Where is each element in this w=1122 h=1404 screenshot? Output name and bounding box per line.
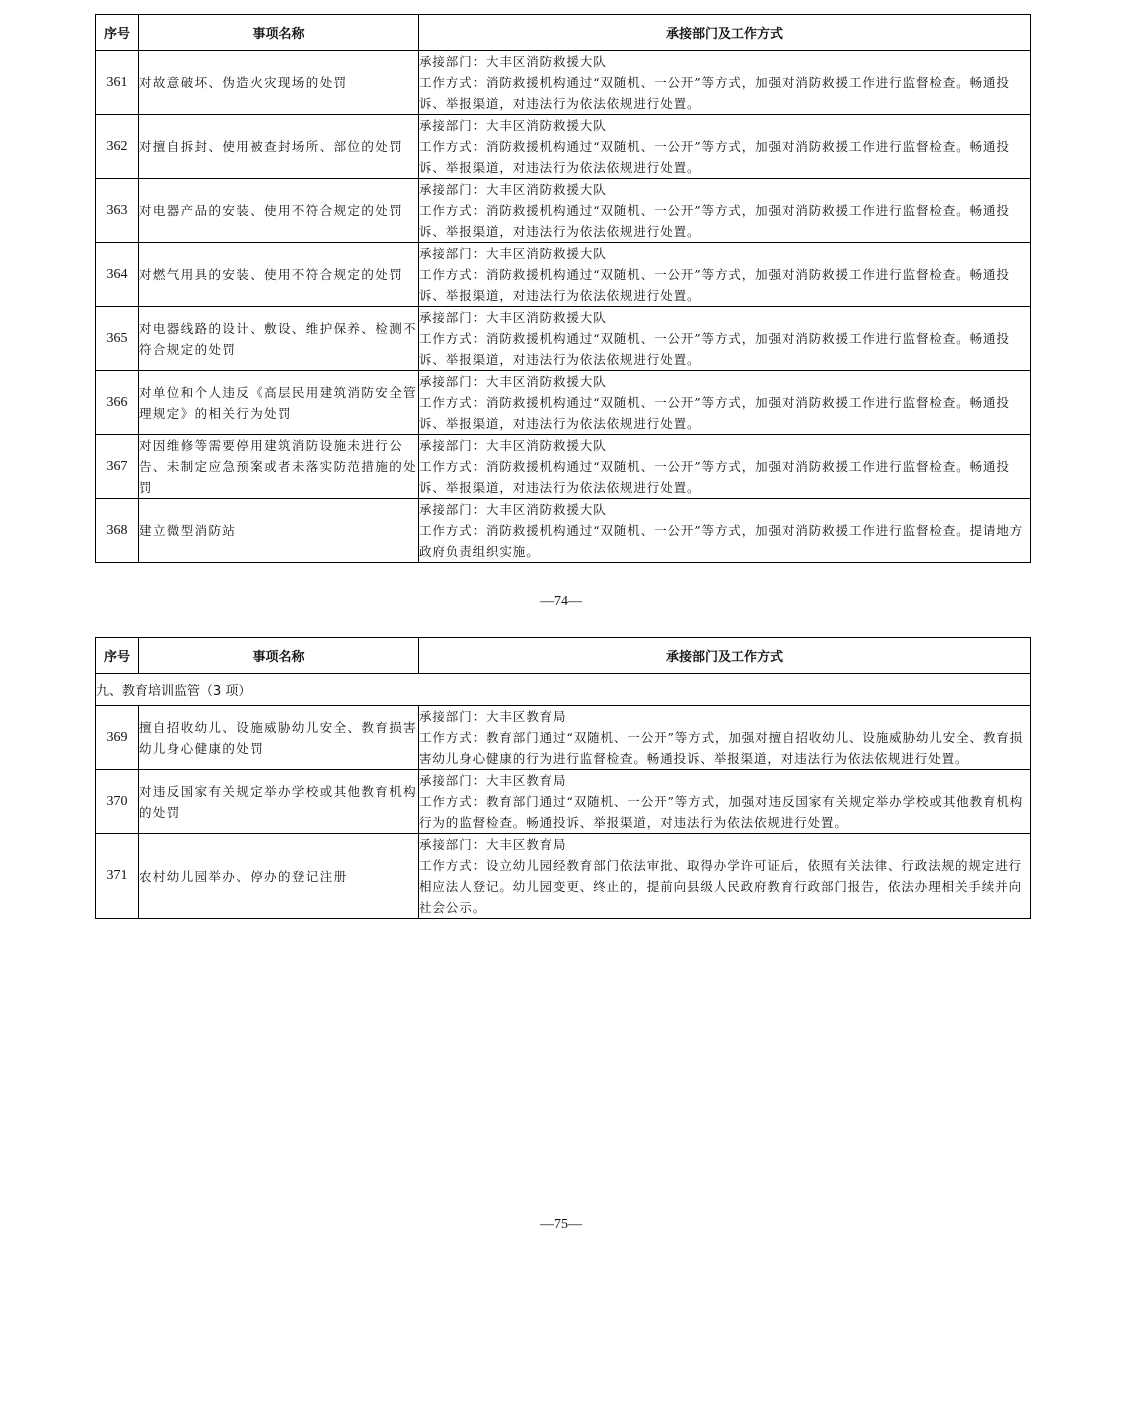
table-row — [96, 435, 1031, 499]
item-method — [419, 243, 1031, 307]
item-work-method: 工作方式：消防救援机构通过“双随机、一公开”等方式，加强对消防救援工作进行监督检查。畅通投诉、举报渠道，对违法行为依法依规进行处置。 — [419, 267, 1010, 303]
item-method — [419, 307, 1031, 371]
item-method — [419, 115, 1031, 179]
item-work-method: 工作方式：消防救援机构通过“双随机、一公开”等方式，加强对消防救援工作进行监督检查。畅通投诉、举报渠道，对违法行为依法依规进行处置。 — [419, 139, 1010, 175]
item-number: 367 — [96, 435, 139, 499]
header-method: 承接部门及工作方式 — [419, 15, 1031, 51]
table-row — [96, 371, 1031, 435]
item-name: 对违反国家有关规定举办学校或其他教育机构的处罚 — [139, 770, 419, 834]
item-method — [419, 179, 1031, 243]
item-name: 对因维修等需要停用建筑消防设施未进行公告、未制定应急预案或者未落实防范措施的处罚 — [139, 435, 419, 499]
item-name: 对擅自拆封、使用被查封场所、部位的处罚 — [139, 115, 419, 179]
table-row — [96, 51, 1031, 115]
item-number: 370 — [96, 770, 139, 834]
item-method — [419, 770, 1031, 834]
table-row — [96, 243, 1031, 307]
item-work-method: 工作方式：设立幼儿园经教育部门依法审批、取得办学许可证后，依照有关法律、行政法规的规定进行相应法人登记。幼儿园变更、终止的，提前向县级人民政府教育行政部门报告，依法办理相关手续并向社会公示。 — [419, 858, 1023, 915]
header-name: 事项名称 — [139, 638, 419, 674]
table-header-row — [96, 15, 1031, 51]
page-number: —75— — [540, 1217, 582, 1232]
item-work-method: 工作方式：消防救援机构通过“双随机、一公开”等方式，加强对消防救援工作进行监督检查。畅通投诉、举报渠道，对违法行为依法依规进行处置。 — [419, 395, 1010, 431]
item-name: 对单位和个人违反《高层民用建筑消防安全管理规定》的相关行为处罚 — [139, 371, 419, 435]
item-number: 369 — [96, 706, 139, 770]
item-method — [419, 706, 1031, 770]
item-dept: 承接部门：大丰区消防救援大队 — [419, 118, 607, 133]
table-row — [96, 499, 1031, 563]
item-dept: 承接部门：大丰区消防救援大队 — [419, 502, 607, 517]
section-title: 九、教育培训监管（3 项） — [96, 674, 1031, 706]
item-work-method: 工作方式：消防救援机构通过“双随机、一公开”等方式，加强对消防救援工作进行监督检查。畅通投诉、举报渠道，对违法行为依法依规进行处置。 — [419, 203, 1010, 239]
item-method — [419, 499, 1031, 563]
item-name: 对电器线路的设计、敷设、维护保养、检测不符合规定的处罚 — [139, 307, 419, 371]
item-number: 365 — [96, 307, 139, 371]
table-row — [96, 307, 1031, 371]
item-name: 对故意破坏、伪造火灾现场的处罚 — [139, 51, 419, 115]
table-row — [96, 179, 1031, 243]
item-name: 对电器产品的安装、使用不符合规定的处罚 — [139, 179, 419, 243]
table-row — [96, 706, 1031, 770]
item-number: 362 — [96, 115, 139, 179]
item-number: 371 — [96, 834, 139, 919]
section-row — [96, 674, 1031, 706]
item-name: 农村幼儿园举办、停办的登记注册 — [139, 834, 419, 919]
item-name: 建立微型消防站 — [139, 499, 419, 563]
item-work-method: 工作方式：教育部门通过“双随机、一公开”等方式，加强对违反国家有关规定举办学校或其他教育机构行为的监督检查。畅通投诉、举报渠道，对违法行为依法依规进行处置。 — [419, 794, 1024, 830]
item-dept: 承接部门：大丰区消防救援大队 — [419, 374, 607, 389]
item-number: 361 — [96, 51, 139, 115]
item-name: 擅自招收幼儿、设施威胁幼儿安全、教育损害幼儿身心健康的处罚 — [139, 706, 419, 770]
item-method — [419, 435, 1031, 499]
item-work-method: 工作方式：消防救援机构通过“双随机、一公开”等方式，加强对消防救援工作进行监督检查。提请地方政府负责组织实施。 — [419, 523, 1024, 559]
item-number: 364 — [96, 243, 139, 307]
header-name: 事项名称 — [139, 15, 419, 51]
item-work-method: 工作方式：教育部门通过“双随机、一公开”等方式，加强对擅自招收幼儿、设施威胁幼儿安全、教育损害幼儿身心健康的行为进行监督检查。畅通投诉、举报渠道，对违法行为依法依规进行处置。 — [419, 730, 1024, 766]
table-header-row — [96, 638, 1031, 674]
item-dept: 承接部门：大丰区消防救援大队 — [419, 246, 607, 261]
item-work-method: 工作方式：消防救援机构通过“双随机、一公开”等方式，加强对消防救援工作进行监督检查。畅通投诉、举报渠道，对违法行为依法依规进行处置。 — [419, 331, 1010, 367]
header-num: 序号 — [96, 638, 139, 674]
item-dept: 承接部门：大丰区消防救援大队 — [419, 438, 607, 453]
item-method — [419, 834, 1031, 919]
item-dept: 承接部门：大丰区教育局 — [419, 773, 567, 788]
page-number: —74— — [540, 594, 582, 609]
item-dept: 承接部门：大丰区消防救援大队 — [419, 310, 607, 325]
items-table-page-74 — [95, 14, 1031, 563]
item-number: 366 — [96, 371, 139, 435]
header-num: 序号 — [96, 15, 139, 51]
item-name: 对燃气用具的安装、使用不符合规定的处罚 — [139, 243, 419, 307]
item-work-method: 工作方式：消防救援机构通过“双随机、一公开”等方式，加强对消防救援工作进行监督检查。畅通投诉、举报渠道，对违法行为依法依规进行处置。 — [419, 459, 1010, 495]
item-dept: 承接部门：大丰区教育局 — [419, 709, 567, 724]
item-method — [419, 371, 1031, 435]
item-work-method: 工作方式：消防救援机构通过“双随机、一公开”等方式，加强对消防救援工作进行监督检查。畅通投诉、举报渠道，对违法行为依法依规进行处置。 — [419, 75, 1010, 111]
item-dept: 承接部门：大丰区消防救援大队 — [419, 54, 607, 69]
table-row — [96, 834, 1031, 919]
item-number: 363 — [96, 179, 139, 243]
item-number: 368 — [96, 499, 139, 563]
items-table-page-75 — [95, 637, 1031, 919]
item-dept: 承接部门：大丰区教育局 — [419, 837, 567, 852]
header-method: 承接部门及工作方式 — [419, 638, 1031, 674]
table-row — [96, 115, 1031, 179]
item-dept: 承接部门：大丰区消防救援大队 — [419, 182, 607, 197]
table-row — [96, 770, 1031, 834]
item-method — [419, 51, 1031, 115]
